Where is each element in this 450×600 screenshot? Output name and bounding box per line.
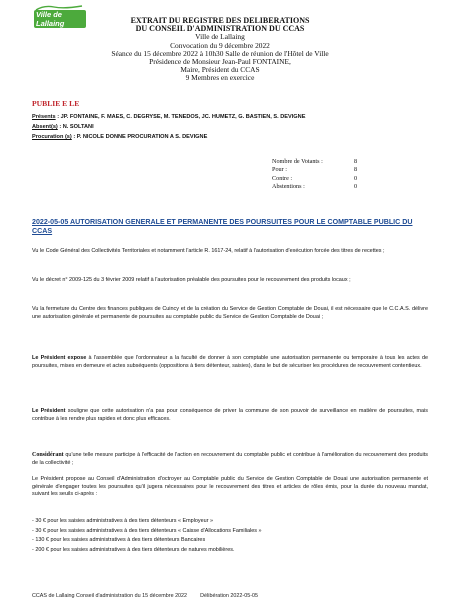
- list-item: - 130 € pour les saisies administratives à des tiers détenteurs Bancaires: [32, 537, 206, 544]
- procuration-label: Procuration (s): [32, 134, 72, 140]
- president-lead: Le Président: [32, 355, 66, 361]
- votes-row: [272, 166, 374, 174]
- publication-stamp: PUBLIE E LE: [32, 99, 80, 108]
- expose-verb: expose: [65, 355, 87, 361]
- header-title-line2: DU CONSEIL D'ADMINISTRATION DU CCAS: [135, 24, 305, 34]
- paragraph-text: souligne que cette autorisation n'a pas pour conséquence de priver la commune de son pouvoir de surveillance en matière de poursuites, mais contribue à les rendre plus rapides et donc plus efficaces.: [32, 408, 428, 422]
- deliberation-title: 2022-05-05 AUTORISATION GENERALE ET PERMANENTE DES POURSUITES POUR LE COMPTABLE PUBLIC DU CCAS: [32, 218, 413, 235]
- document-header: [100, 17, 340, 83]
- header-city: Ville de Lallaing: [195, 32, 245, 42]
- list-item: - 200 € pour les saisies administratives à des tiers détenteurs de natures mobilières.: [32, 547, 235, 554]
- header-membres: 9 Membres en exercice: [185, 73, 255, 83]
- paragraph-propose: Le Président propose au Conseil d'Administration d'octroyer au Comptable public du Service de Gestion Comptable de Douai une autorisation permanente et générale d'engager toutes les poursuites qu'il jugera nécessaires pour le recouvrement des titres et articles de rôles émis, pour la durée du nouveau mandat, suivant les seuils ci-après :: [32, 476, 428, 498]
- votes-label: Contre :: [272, 174, 293, 182]
- paragraph-vu-cgct: Vu le Code Général des Collectivités Territoriales et notamment l'article R. 1617-24, relatif à l'autorisation d'exécution forcée des titres de recettes ;: [32, 248, 385, 254]
- votes-row: [272, 175, 374, 183]
- paragraph-vu-decret: Vu le décret n° 2009-125 du 3 février 2009 relatif à l'autorisation préalable des poursuites pour le recouvrement des produits locaux ;: [32, 277, 351, 283]
- header-convocation: Convocation du 9 décembre 2022: [170, 40, 270, 50]
- absents-text: : N. SOLTANI: [57, 124, 94, 130]
- city-logo: [34, 5, 86, 28]
- header-role: Maire, Président du CCAS: [180, 65, 260, 75]
- votes-label: Pour :: [272, 166, 287, 174]
- logo-text: Ville de Lallaing: [34, 10, 86, 28]
- header-title-line1: EXTRAIT DU REGISTRE DES DELIBERATIONS: [130, 16, 310, 25]
- footer-right: Délibération 2022-05-05: [200, 593, 258, 599]
- procuration-line: [32, 134, 207, 141]
- votes-value: 0: [354, 174, 358, 182]
- procuration-text: : P. NICOLE DONNE PROCURATION A S. DEVIGNE: [71, 134, 208, 140]
- votes-row: [272, 183, 374, 191]
- votes-value: 8: [354, 166, 358, 174]
- absents-line: [32, 124, 94, 131]
- votes-table: [272, 158, 374, 191]
- thresholds-list: [32, 517, 428, 556]
- votes-value: 8: [354, 158, 358, 165]
- votes-label: Nombre de Votants :: [272, 158, 323, 165]
- votes-label: Abstentions :: [272, 182, 305, 190]
- paragraph-text: qu'une telle mesure participe à l'efficacité de l'action en recouvrement du comptable public et contribue à l'amélioration du recouvrement des produits de la collectivité ;: [32, 452, 428, 466]
- list-item: - 30 € pour les saisies administratives à des tiers détenteurs « Employeur »: [32, 518, 214, 524]
- absents-label: Absent(s): [32, 124, 58, 130]
- paragraph-vu-fermeture: Vu la fermeture du Centre des finances publiques de Cuincy et de la création du Service de Gestion Comptable de Douai, il est nécessaire que le C.C.A.S. délivre une autorisation générale et permanente de poursuites au comptable public du Service de Gestion Comptable de Douai ;: [32, 306, 428, 320]
- paragraph-president-expose: [32, 355, 428, 370]
- votes-value: 0: [354, 182, 358, 190]
- presents-text: : JP. FONTAINE, F. MAES, C. DEGRYSE, M. TENEDOS, JC. HUMETZ, G. BASTIEN, S. DEVIGNE: [55, 114, 306, 120]
- paragraph-text: à l'assemblée que l'ordonnateur a la faculté de donner à son comptable une autorisation permanente ou temporaire à tous les actes de poursuites, mises en demeure et actes subséquents (oppositions à tiers détenteur, saisies), dans le but de sécuriser les procédures de recouvrement contentieux.: [32, 355, 428, 369]
- header-presidence: Présidence de Monsieur Jean-Paul FONTAINE,: [149, 57, 291, 67]
- paragraph-considerant: [32, 452, 428, 467]
- considerant-lead: Considérant: [32, 452, 64, 458]
- president-lead: Le Président: [32, 408, 66, 414]
- presents-label: Présents: [32, 114, 56, 120]
- page-footer: [32, 593, 428, 599]
- presents-line: [32, 114, 305, 121]
- votes-row: [272, 158, 374, 166]
- list-item: - 30 € pour les saisies administratives à des tiers détenteurs « Caisse d'Allocations Familiales »: [32, 527, 262, 534]
- paragraph-president-souligne: [32, 408, 428, 423]
- footer-left: CCAS de Lallaing Conseil d'administration du 15 décembre 2022: [32, 593, 188, 599]
- header-seance: Séance du 15 décembre 2022 à 10h30 Salle de réunion de l'Hôtel de Ville: [111, 48, 329, 58]
